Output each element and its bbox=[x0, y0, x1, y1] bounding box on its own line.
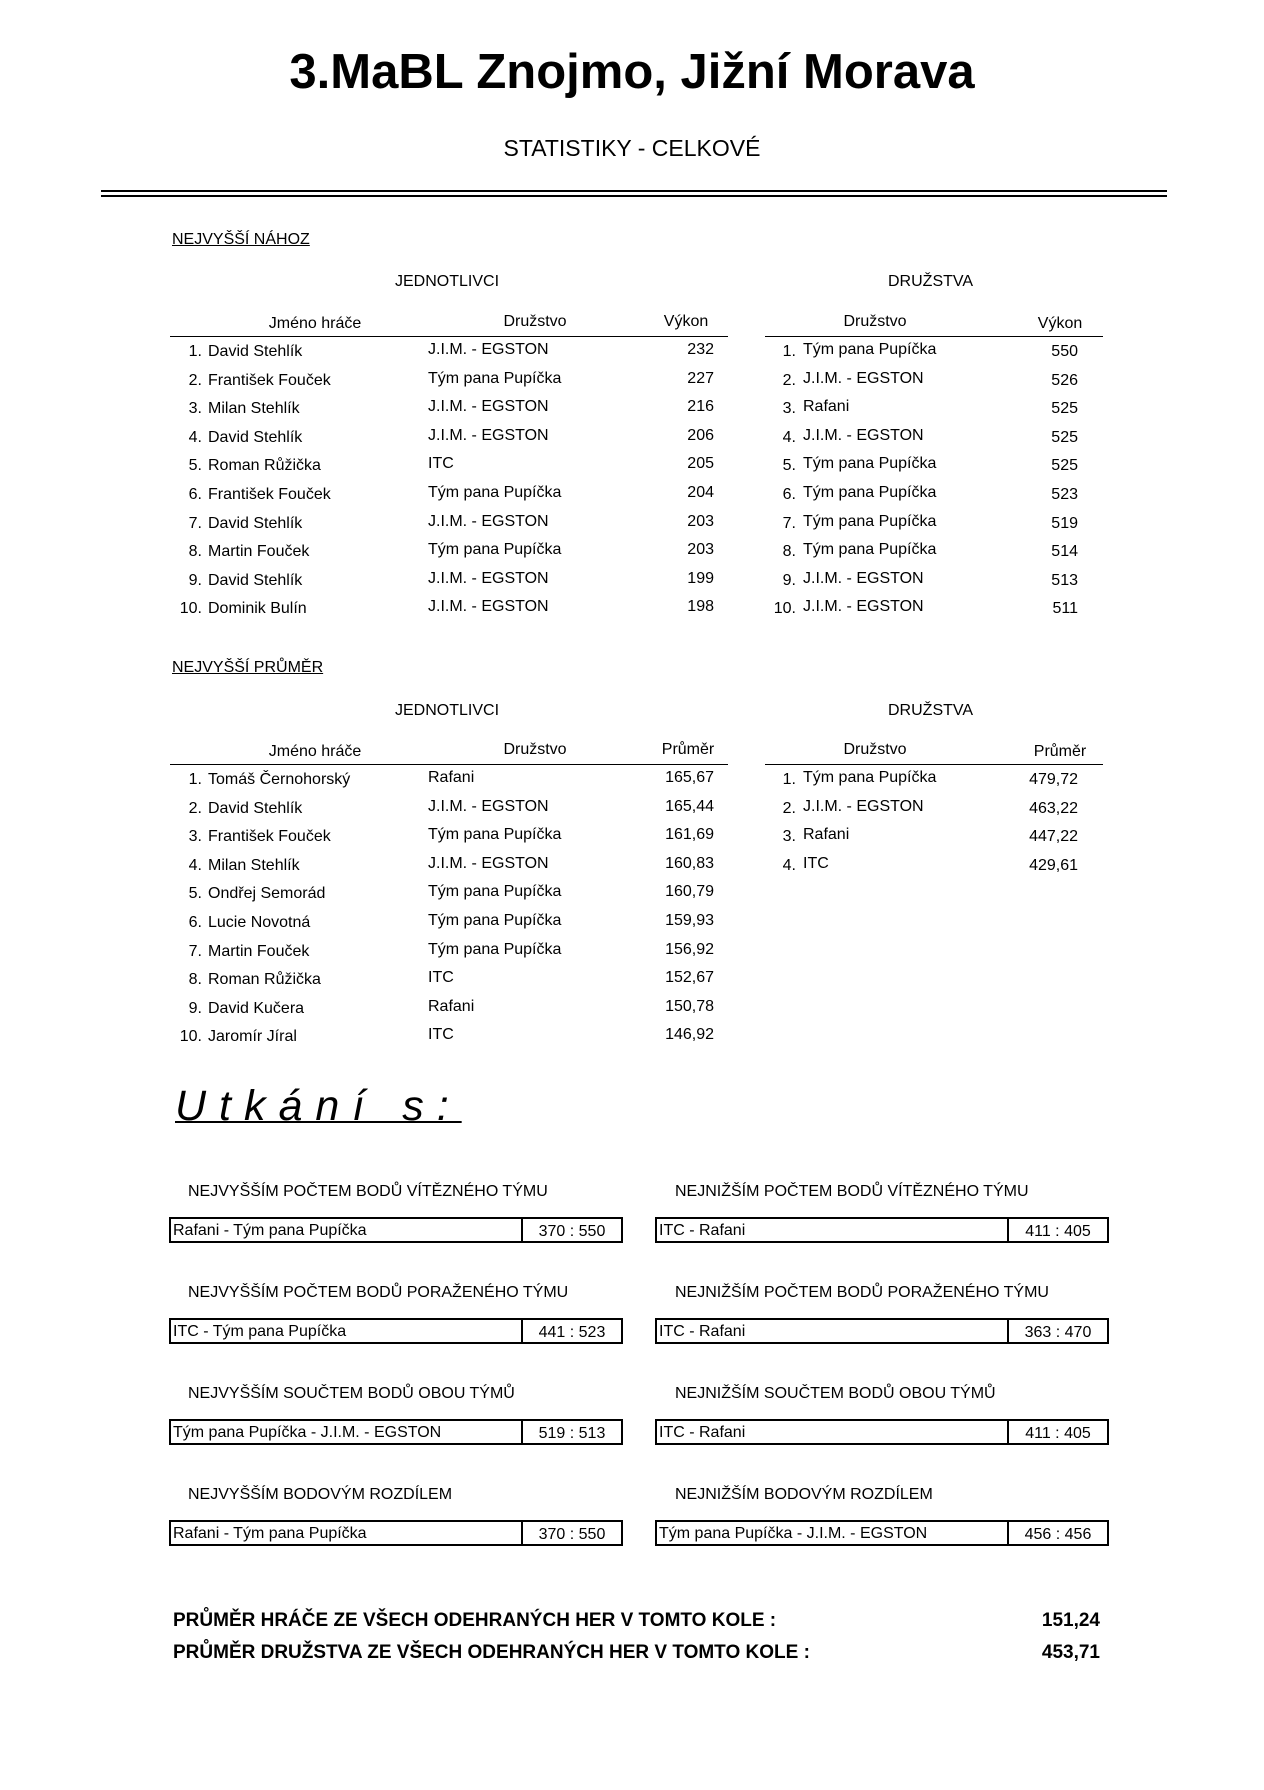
team-value: 519 bbox=[1051, 514, 1078, 532]
team-value: 523 bbox=[1051, 486, 1078, 503]
row-rank: 6. bbox=[782, 486, 796, 503]
row-rank: 3. bbox=[188, 828, 202, 846]
header-team: Družstvo bbox=[503, 313, 567, 330]
row-rank: 9. bbox=[188, 999, 202, 1017]
team-name: Rafani bbox=[803, 826, 850, 844]
match-box bbox=[655, 1520, 1109, 1546]
match-box bbox=[655, 1318, 1109, 1344]
match-box bbox=[169, 1520, 623, 1546]
player-value: 199 bbox=[687, 569, 714, 587]
match-score: 456 : 456 bbox=[1007, 1522, 1107, 1544]
player-team: ITC bbox=[428, 969, 454, 987]
team-name: ITC bbox=[803, 854, 829, 872]
team-name: J.I.M. - EGSTON bbox=[803, 369, 924, 387]
player-value: 165,44 bbox=[665, 797, 714, 815]
team-name: Rafani bbox=[803, 398, 850, 416]
player-value: 150,78 bbox=[665, 997, 714, 1015]
team-value: 550 bbox=[1051, 343, 1078, 360]
match-score: 519 : 513 bbox=[521, 1421, 621, 1443]
header-team: Družstvo bbox=[843, 741, 907, 758]
player-team: Tým pana Pupíčka bbox=[428, 883, 562, 901]
player-team: Rafani bbox=[428, 769, 475, 786]
teams-caption-prumer: DRUŽSTVA bbox=[888, 702, 974, 719]
player-team: Tým pana Pupíčka bbox=[428, 940, 562, 958]
match-teams: Tým pana Pupíčka - J.I.M. - EGSTON bbox=[173, 1424, 442, 1441]
player-name: František Fouček bbox=[208, 486, 331, 503]
match-caption: NEJNIŽŠÍM POČTEM BODŮ PORAŽENÉHO TÝMU bbox=[675, 1284, 1049, 1301]
row-rank: 1. bbox=[188, 343, 202, 360]
player-value: 159,93 bbox=[665, 912, 714, 929]
player-team: Tým pana Pupíčka bbox=[428, 369, 562, 387]
match-score: 370 : 550 bbox=[521, 1219, 621, 1241]
player-value: 204 bbox=[687, 484, 714, 501]
player-name: David Stehlík bbox=[208, 343, 303, 360]
row-rank: 5. bbox=[188, 885, 202, 903]
row-rank: 10. bbox=[179, 1028, 202, 1046]
header-underline bbox=[765, 764, 1103, 765]
player-value: 165,67 bbox=[665, 769, 714, 786]
player-name: David Stehlík bbox=[208, 799, 303, 817]
match-caption: NEJVYŠŠÍM POČTEM BODŮ VÍTĚZNÉHO TÝMU bbox=[188, 1183, 548, 1200]
match-teams: ITC - Rafani bbox=[659, 1222, 746, 1239]
row-rank: 1. bbox=[782, 343, 796, 360]
team-name: J.I.M. - EGSTON bbox=[803, 797, 924, 815]
player-team: J.I.M. - EGSTON bbox=[428, 854, 549, 872]
match-box bbox=[169, 1318, 623, 1344]
match-box bbox=[655, 1419, 1109, 1445]
match-score: 370 : 550 bbox=[521, 1522, 621, 1544]
team-name: Tým pana Pupíčka bbox=[803, 455, 937, 473]
match-teams: Tým pana Pupíčka - J.I.M. - EGSTON bbox=[659, 1525, 928, 1542]
row-rank: 1. bbox=[188, 771, 202, 788]
match-teams: ITC - Tým pana Pupíčka bbox=[173, 1323, 347, 1340]
player-value: 227 bbox=[687, 369, 714, 387]
match-score: 411 : 405 bbox=[1007, 1219, 1107, 1241]
header-underline bbox=[170, 336, 728, 337]
match-caption: NEJNIŽŠÍM BODOVÝM ROZDÍLEM bbox=[675, 1486, 933, 1503]
player-team: Tým pana Pupíčka bbox=[428, 826, 562, 844]
row-rank: 8. bbox=[782, 543, 796, 561]
header-performance: Výkon bbox=[1037, 315, 1083, 332]
player-team: ITC bbox=[428, 455, 454, 473]
player-team: Tým pana Pupíčka bbox=[428, 484, 562, 501]
match-caption: NEJVYŠŠÍM POČTEM BODŮ PORAŽENÉHO TÝMU bbox=[188, 1284, 569, 1301]
match-score: 411 : 405 bbox=[1007, 1421, 1107, 1443]
team-value: 525 bbox=[1051, 400, 1078, 418]
summary-label: PRŮMĚR DRUŽSTVA ZE VŠECH ODEHRANÝCH HER V TOMTO KOLE : bbox=[173, 1642, 810, 1663]
row-rank: 7. bbox=[782, 514, 796, 532]
individuals-caption-nahoz: JEDNOTLIVCI bbox=[395, 273, 500, 290]
match-teams: ITC - Rafani bbox=[659, 1323, 746, 1340]
player-value: 203 bbox=[687, 541, 714, 559]
player-value: 146,92 bbox=[665, 1026, 714, 1044]
player-team: J.I.M. - EGSTON bbox=[428, 398, 549, 416]
match-caption: NEJNIŽŠÍM POČTEM BODŮ VÍTĚZNÉHO TÝMU bbox=[675, 1183, 1029, 1200]
match-box bbox=[169, 1217, 623, 1243]
row-rank: 9. bbox=[188, 571, 202, 589]
player-value: 216 bbox=[687, 398, 714, 416]
row-rank: 6. bbox=[188, 914, 202, 931]
team-value: 514 bbox=[1051, 543, 1078, 561]
row-rank: 2. bbox=[188, 799, 202, 817]
matches-heading: Utkání s: bbox=[175, 1082, 462, 1130]
player-value: 206 bbox=[687, 426, 714, 444]
player-name: David Stehlík bbox=[208, 571, 303, 589]
player-name: Tomáš Černohorský bbox=[208, 771, 351, 788]
team-name: J.I.M. - EGSTON bbox=[803, 598, 924, 616]
team-value: 525 bbox=[1051, 428, 1078, 446]
team-name: Tým pana Pupíčka bbox=[803, 769, 937, 786]
team-name: Tým pana Pupíčka bbox=[803, 341, 937, 358]
player-name: Jaromír Jíral bbox=[208, 1028, 297, 1046]
page-subtitle: STATISTIKY - CELKOVÉ bbox=[503, 135, 761, 161]
row-rank: 5. bbox=[188, 457, 202, 475]
player-name: David Stehlík bbox=[208, 428, 303, 446]
title-divider-bottom bbox=[101, 195, 1167, 197]
player-team: Tým pana Pupíčka bbox=[428, 912, 562, 929]
player-name: David Stehlík bbox=[208, 514, 303, 532]
individuals-caption-prumer: JEDNOTLIVCI bbox=[395, 702, 500, 719]
teams-caption-nahoz: DRUŽSTVA bbox=[888, 273, 974, 290]
team-value: 513 bbox=[1051, 571, 1078, 589]
row-rank: 4. bbox=[782, 428, 796, 446]
team-value: 526 bbox=[1051, 371, 1078, 389]
row-rank: 1. bbox=[782, 771, 796, 788]
match-caption: NEJVYŠŠÍM SOUČTEM BODŮ OBOU TÝMŮ bbox=[188, 1385, 515, 1402]
summary-value: 151,24 bbox=[1041, 1610, 1100, 1631]
row-rank: 10. bbox=[179, 600, 202, 618]
player-value: 161,69 bbox=[665, 826, 714, 844]
match-teams: ITC - Rafani bbox=[659, 1424, 746, 1441]
player-team: J.I.M. - EGSTON bbox=[428, 797, 549, 815]
row-rank: 7. bbox=[188, 942, 202, 960]
player-name: Roman Růžička bbox=[208, 457, 321, 475]
player-team: J.I.M. - EGSTON bbox=[428, 341, 549, 358]
player-name: Roman Růžička bbox=[208, 971, 321, 989]
header-average: Průměr bbox=[1033, 743, 1087, 760]
match-score: 363 : 470 bbox=[1007, 1320, 1107, 1342]
header-performance: Výkon bbox=[663, 313, 709, 330]
row-rank: 2. bbox=[188, 371, 202, 389]
header-player-name: Jméno hráče bbox=[268, 315, 362, 332]
row-rank: 4. bbox=[188, 428, 202, 446]
header-team: Družstvo bbox=[503, 741, 567, 758]
player-team: ITC bbox=[428, 1026, 454, 1044]
header-team: Družstvo bbox=[843, 313, 907, 330]
row-rank: 10. bbox=[773, 600, 796, 618]
row-rank: 3. bbox=[782, 400, 796, 418]
team-value: 525 bbox=[1051, 457, 1078, 475]
player-name: Martin Fouček bbox=[208, 543, 310, 561]
player-value: 152,67 bbox=[665, 969, 714, 987]
team-value: 463,22 bbox=[1029, 799, 1078, 817]
summary-value: 453,71 bbox=[1041, 1642, 1100, 1663]
row-rank: 3. bbox=[188, 400, 202, 418]
match-box bbox=[169, 1419, 623, 1445]
match-teams: Rafani - Tým pana Pupíčka bbox=[173, 1222, 367, 1239]
row-rank: 7. bbox=[188, 514, 202, 532]
row-rank: 2. bbox=[782, 799, 796, 817]
player-value: 198 bbox=[687, 598, 714, 616]
player-name: Lucie Novotná bbox=[208, 914, 311, 931]
player-team: Tým pana Pupíčka bbox=[428, 541, 562, 559]
team-value: 511 bbox=[1052, 600, 1078, 618]
player-name: Milan Stehlík bbox=[208, 400, 300, 418]
player-name: František Fouček bbox=[208, 828, 331, 846]
player-team: J.I.M. - EGSTON bbox=[428, 512, 549, 530]
match-caption: NEJNIŽŠÍM SOUČTEM BODŮ OBOU TÝMŮ bbox=[675, 1385, 996, 1402]
team-name: Tým pana Pupíčka bbox=[803, 512, 937, 530]
team-name: J.I.M. - EGSTON bbox=[803, 569, 924, 587]
section-heading-nahoz: NEJVYŠŠÍ NÁHOZ bbox=[172, 231, 310, 248]
player-value: 156,92 bbox=[665, 940, 714, 958]
row-rank: 4. bbox=[188, 856, 202, 874]
match-box bbox=[655, 1217, 1109, 1243]
team-value: 447,22 bbox=[1029, 828, 1078, 846]
player-name: František Fouček bbox=[208, 371, 331, 389]
team-name: J.I.M. - EGSTON bbox=[803, 426, 924, 444]
row-rank: 8. bbox=[188, 971, 202, 989]
match-teams: Rafani - Tým pana Pupíčka bbox=[173, 1525, 367, 1542]
player-name: Martin Fouček bbox=[208, 942, 310, 960]
team-value: 429,61 bbox=[1029, 856, 1078, 874]
player-team: J.I.M. - EGSTON bbox=[428, 569, 549, 587]
player-team: Rafani bbox=[428, 997, 475, 1015]
player-team: J.I.M. - EGSTON bbox=[428, 598, 549, 616]
header-player-name: Jméno hráče bbox=[268, 743, 362, 760]
row-rank: 9. bbox=[782, 571, 796, 589]
page-title: 3.MaBL Znojmo, Jižní Morava bbox=[289, 45, 975, 99]
header-underline bbox=[765, 336, 1103, 337]
match-score: 441 : 523 bbox=[521, 1320, 621, 1342]
section-heading-prumer: NEJVYŠŠÍ PRŮMĚR bbox=[172, 659, 324, 676]
title-divider-top bbox=[101, 190, 1167, 192]
player-team: J.I.M. - EGSTON bbox=[428, 426, 549, 444]
team-value: 479,72 bbox=[1029, 771, 1078, 788]
row-rank: 6. bbox=[188, 486, 202, 503]
header-average: Průměr bbox=[661, 741, 715, 758]
row-rank: 2. bbox=[782, 371, 796, 389]
team-name: Tým pana Pupíčka bbox=[803, 541, 937, 559]
player-value: 160,79 bbox=[665, 883, 714, 901]
header-underline bbox=[170, 764, 728, 765]
row-rank: 4. bbox=[782, 856, 796, 874]
player-value: 160,83 bbox=[665, 854, 714, 872]
player-name: Ondřej Semorád bbox=[208, 885, 326, 903]
row-rank: 5. bbox=[782, 457, 796, 475]
match-caption: NEJVYŠŠÍM BODOVÝM ROZDÍLEM bbox=[188, 1486, 453, 1503]
player-value: 232 bbox=[687, 341, 714, 358]
player-name: Dominik Bulín bbox=[208, 600, 307, 618]
player-name: David Kučera bbox=[208, 999, 305, 1017]
player-value: 203 bbox=[687, 512, 714, 530]
row-rank: 8. bbox=[188, 543, 202, 561]
player-name: Milan Stehlík bbox=[208, 856, 300, 874]
player-value: 205 bbox=[687, 455, 714, 473]
team-name: Tým pana Pupíčka bbox=[803, 484, 937, 501]
summary-label: PRŮMĚR HRÁČE ZE VŠECH ODEHRANÝCH HER V TOMTO KOLE : bbox=[173, 1610, 777, 1631]
row-rank: 3. bbox=[782, 828, 796, 846]
